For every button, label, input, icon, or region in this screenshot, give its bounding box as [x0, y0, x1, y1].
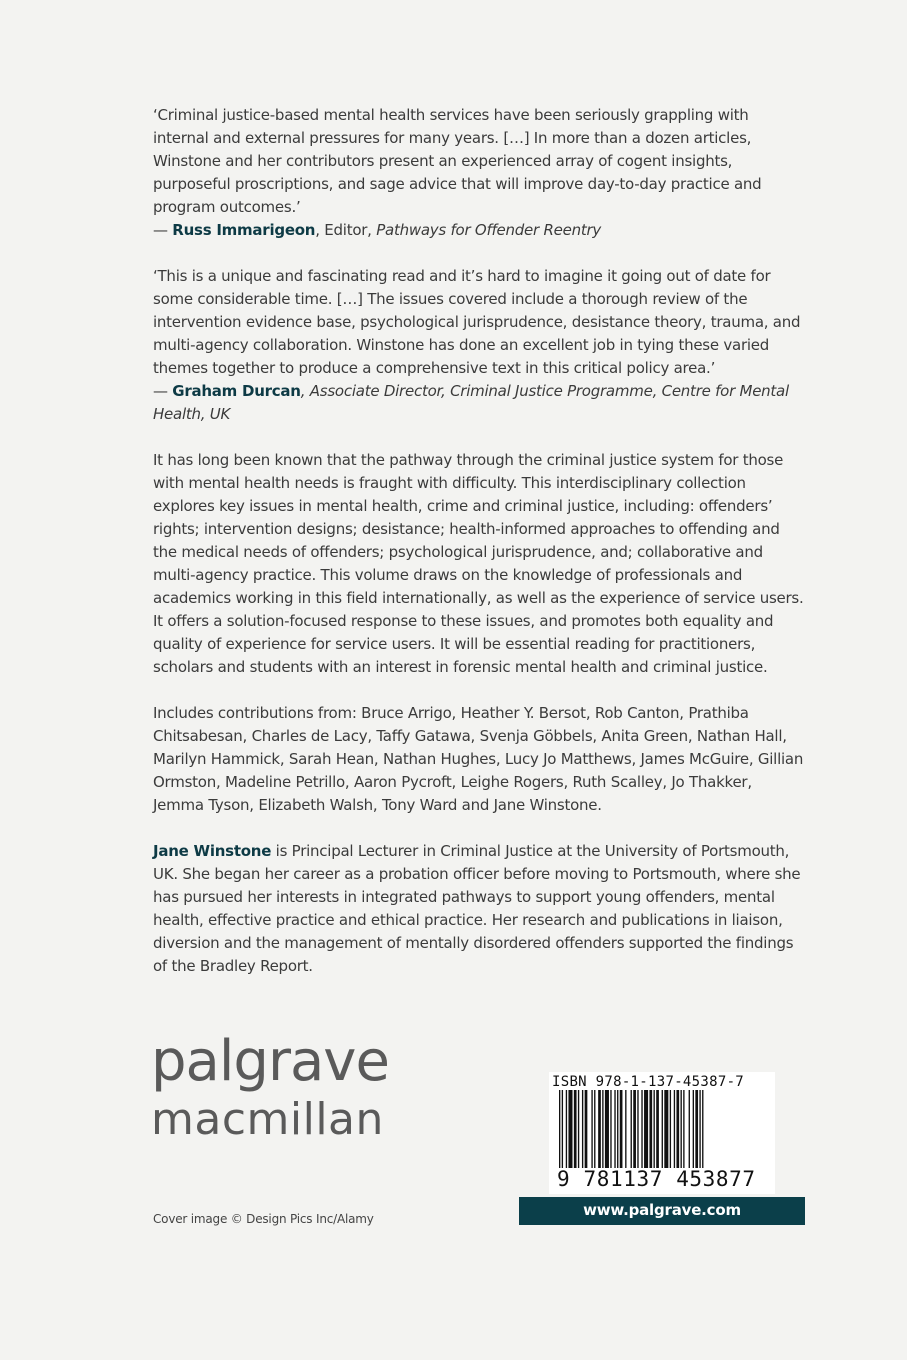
isbn-barcode — [549, 1072, 775, 1194]
publisher-logo-line2: macmillan — [151, 1094, 384, 1145]
quote-1-publication: Pathways for Offender Reentry — [376, 221, 602, 239]
quote-1-dash: — — [153, 221, 173, 239]
author-bio — [153, 840, 805, 978]
publisher-url[interactable]: www.palgrave.com — [519, 1197, 805, 1225]
author-name: Jane Winstone — [153, 842, 272, 860]
barcode-bars-icon — [559, 1090, 759, 1170]
quote-2-attribution — [153, 380, 805, 426]
quote-2-role: , Associate Director, Criminal Justice Programme, Centre for Mental Health, UK — [153, 382, 789, 423]
book-description: It has long been known that the pathway through the criminal justice system for those with mental health needs is fraught with difficulty. This interdisciplinary collection explores key issues in mental health, crime and criminal justice, including: offenders’ rights; intervention designs; desistance; health-informed approaches to offending and the medical needs of offenders; psychological jurisprudence, and; collaborative and multi-agency practice. This volume draws on the knowledge of professionals and academics working in this field internationally, as well as the experience of service users. It offers a solution-focused response to these issues, and promotes both equality and quality of experience for service users. It will be essential reading for practitioners, scholars and students with an interest in forensic mental health and criminal justice. — [153, 451, 804, 676]
publisher-logo — [151, 1029, 389, 1145]
quote-1-attribution — [153, 219, 805, 242]
back-cover-text — [153, 104, 805, 978]
author-bio-text: is Principal Lecturer in Criminal Justice at the University of Portsmouth, UK. She began her career as a probation officer before moving to Portsmouth, where she has pursued her interests in integrated pathways to support young offenders, mental health, effective practice and ethical practice. Her research and publications in liaison, diversion and the management of mentally disordered offenders supported the findings of the Bradley Report. — [153, 842, 801, 975]
quote-1-role: , Editor, — [315, 221, 377, 239]
quote-2-dash: — — [153, 382, 173, 400]
quote-2-text: ‘This is a unique and fascinating read and it’s hard to imagine it going out of date for some considerable time. […] The issues covered include a thorough review of the intervention evidence base, psychological jurisprudence, desistance theory, trauma, and multi-agency collaboration. Winstone has done an excellent job in tying these varied themes together to produce a comprehensive text in this critical policy area.’ — [153, 267, 801, 377]
cover-image-credit: Cover image © Design Pics Inc/Alamy — [153, 1212, 374, 1226]
isbn-label: ISBN 978-1-137-45387-7 — [552, 1074, 745, 1090]
barcode-digits: 9 781137 453877 — [557, 1167, 756, 1191]
quote-1-text: ‘Criminal justice-based mental health services have been seriously grappling with internal and external pressures for many years. […] In more than a dozen articles, Winstone and her contributors present an experienced array of cogent insights, purposeful proscriptions, and sage advice that will improve day-to-day practice and program outcomes.’ — [153, 106, 762, 216]
quote-1-name: Russ Immarigeon — [172, 221, 316, 239]
quote-2-name: Graham Durcan — [172, 382, 301, 400]
contributors-list: Includes contributions from: Bruce Arrigo, Heather Y. Bersot, Rob Canton, Prathiba Chitsabesan, Charles de Lacy, Taffy Gatawa, Svenja Göbbels, Anita Green, Nathan Hall, Marilyn Hammick, Sarah Hean, Nathan Hughes, Lucy Jo Matthews, James McGuire, Gillian Ormston, Madeline Petrillo, Aaron Pycroft, Leighe Rogers, Ruth Scalley, Jo Thakker, Jemma Tyson, Elizabeth Walsh, Tony Ward and Jane Winstone. — [153, 704, 804, 814]
publisher-logo-line1: palgrave — [151, 1029, 389, 1094]
